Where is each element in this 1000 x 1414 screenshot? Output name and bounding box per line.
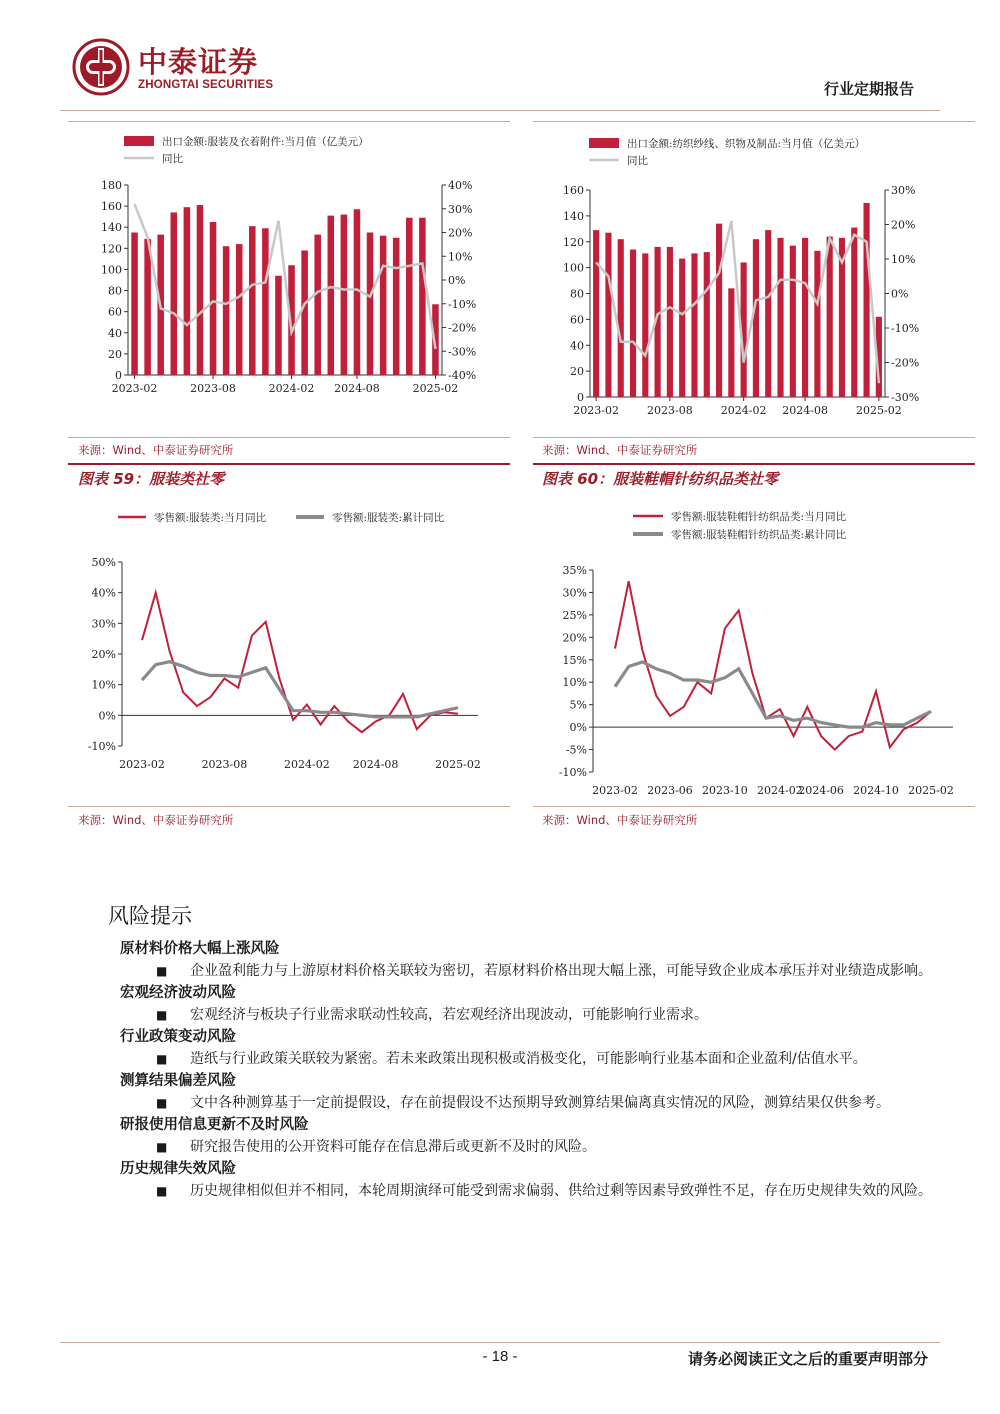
chart-source: 来源：Wind、中泰证券研究所 — [78, 443, 234, 457]
x-tick-label: 2024-02 — [757, 784, 803, 797]
y-tick-label: 160 — [101, 200, 122, 214]
bar — [802, 238, 808, 397]
bar — [262, 228, 269, 375]
y2-tick-label: 0% — [891, 287, 909, 301]
y-tick-label: 0 — [577, 391, 584, 404]
legend-label: 同比 — [162, 153, 183, 165]
bar — [630, 250, 636, 397]
x-tick-label: 2024-02 — [284, 758, 330, 771]
y-tick-label: 0% — [98, 709, 116, 723]
legend-label: 出口金额:服装及衣着附件:当月值（亿美元） — [162, 136, 369, 148]
y-tick-label: 100 — [101, 263, 122, 277]
bar — [171, 212, 178, 375]
risk-item — [120, 1070, 932, 1114]
y-tick-label: -5% — [565, 743, 587, 757]
x-tick-label: 2025-02 — [855, 404, 902, 417]
disclaimer: 请务必阅读正文之后的重要声明部分 — [687, 1350, 928, 1368]
x-tick-label: 2024-02 — [268, 382, 315, 395]
y-tick-label: 50% — [91, 556, 116, 569]
y2-tick-label: 40% — [448, 179, 473, 192]
bar — [367, 233, 374, 376]
footer-divider — [60, 1342, 940, 1343]
risk-title: 宏观经济波动风险 — [120, 985, 236, 1001]
bar — [223, 246, 230, 375]
bar — [667, 247, 673, 397]
bullet-icon: ■ — [156, 1008, 168, 1022]
x-tick-label: 2025-02 — [435, 758, 481, 771]
y-tick-label: 30% — [91, 617, 116, 631]
y-tick-label: 20% — [91, 648, 116, 661]
yoy-line — [596, 221, 879, 383]
export-apparel-chart — [68, 128, 510, 408]
y-tick-label: 180 — [101, 179, 122, 192]
bar — [380, 236, 387, 375]
source-rule — [68, 806, 510, 807]
chart-source: 来源：Wind、中泰证券研究所 — [78, 813, 234, 827]
y-tick-label: 30% — [562, 586, 587, 600]
y2-tick-label: -10% — [448, 297, 477, 311]
bar — [716, 224, 722, 397]
risk-text: 研究报告使用的公开资料可能存在信息滞后或更新不及时的风险。 — [190, 1139, 596, 1155]
legend-label: 零售额:服装鞋帽针纺织品类:累计同比 — [671, 529, 847, 541]
bullet-icon: ■ — [156, 1096, 168, 1110]
y-tick-label: 10% — [91, 678, 116, 692]
x-tick-label: 2023-10 — [702, 784, 748, 797]
y-tick-label: 15% — [562, 653, 587, 667]
x-tick-label: 2024-06 — [798, 784, 844, 797]
y-tick-label: 120 — [101, 242, 122, 256]
bar — [704, 252, 710, 397]
x-tick-label: 2023-06 — [647, 784, 693, 797]
bar — [419, 218, 426, 375]
risk-text: 文中各种测算基于一定前提假设，存在前提假设不达预期导致测算结果偏离真实情况的风险，测算结果仅供参考。 — [190, 1095, 890, 1111]
x-tick-label: 2023-02 — [592, 784, 638, 797]
cumulative-yoy-line — [142, 662, 458, 717]
risk-text: 企业盈利能力与上游原材料价格关联较为密切，若原材料价格出现大幅上涨，可能导致企业成本承压并对业绩造成影响。 — [190, 963, 932, 979]
bar — [642, 253, 648, 397]
zhongtai-logo-icon — [72, 38, 130, 96]
chart-top-rule-left — [68, 121, 510, 122]
y-tick-label: 80 — [108, 284, 122, 298]
y-tick-label: 40 — [108, 326, 122, 340]
y-tick-label: 140 — [563, 209, 584, 223]
bar — [328, 216, 335, 375]
y-tick-label: 60 — [570, 313, 584, 327]
bar — [341, 215, 348, 375]
bar — [814, 251, 820, 397]
risk-item — [120, 1158, 932, 1202]
bar — [301, 250, 308, 375]
bar — [131, 233, 138, 376]
figure-60-title: 图表 60：服装鞋帽针纺织品类社零 — [542, 470, 779, 488]
risk-item — [120, 982, 932, 1026]
bar — [236, 244, 243, 375]
risk-text: 宏观经济与板块子行业需求联动性较高，若宏观经济出现波动，可能影响行业需求。 — [190, 1007, 708, 1023]
x-tick-label: 2024-08 — [782, 404, 828, 417]
chart-top-rule-right — [533, 121, 975, 122]
bar — [863, 203, 869, 397]
y2-tick-label: -40% — [448, 369, 477, 382]
legend-label: 零售额:服装鞋帽针纺织品类:当月同比 — [671, 511, 847, 523]
risk-title: 原材料价格大幅上涨风险 — [120, 941, 280, 957]
risk-list — [120, 938, 932, 1202]
figure-59-title: 图表 59：服装类社零 — [78, 470, 225, 488]
risk-item — [120, 1114, 932, 1158]
report-type: 行业定期报告 — [823, 80, 914, 98]
risk-item — [120, 938, 932, 982]
legend-label: 出口金额:纺织纱线、织物及制品:当月值（亿美元） — [627, 138, 866, 150]
bar — [605, 233, 611, 397]
y-tick-label: 160 — [563, 184, 584, 197]
y-tick-label: 0 — [115, 369, 122, 382]
y-tick-label: 20% — [562, 631, 587, 645]
y2-tick-label: 30% — [448, 202, 473, 216]
bar — [753, 239, 759, 397]
bar — [393, 238, 400, 375]
y2-tick-label: -10% — [891, 322, 920, 335]
bar — [275, 276, 282, 375]
y-tick-label: 0% — [569, 721, 587, 735]
y-tick-label: 5% — [569, 698, 587, 712]
y-tick-label: 60 — [108, 305, 122, 319]
legend-label: 零售额:服装类:当月同比 — [154, 512, 267, 524]
page-number: - 18 - — [482, 1348, 518, 1365]
bar — [210, 222, 217, 375]
source-rule — [533, 806, 975, 807]
bar — [851, 228, 857, 397]
x-tick-label: 2023-08 — [647, 404, 693, 417]
yoy-line — [135, 204, 436, 349]
retail-apparel-chart — [68, 500, 510, 780]
y-tick-label: 140 — [101, 221, 122, 235]
y2-tick-label: 20% — [448, 226, 473, 240]
legend-swatch-bar — [589, 138, 619, 148]
bullet-icon: ■ — [156, 1184, 168, 1198]
bar — [593, 230, 599, 397]
cumulative-yoy-line — [615, 662, 931, 727]
y2-tick-label: 20% — [891, 218, 916, 232]
y-tick-label: 80 — [570, 287, 584, 301]
y2-tick-label: 10% — [891, 253, 916, 266]
bar — [249, 226, 256, 375]
legend-label: 同比 — [627, 155, 648, 167]
risk-title: 研报使用信息更新不及时风险 — [120, 1117, 309, 1133]
y-tick-label: 120 — [563, 235, 584, 249]
logo-cn-text: 中泰证券 — [138, 45, 259, 79]
bar — [765, 230, 771, 397]
x-tick-label: 2023-02 — [119, 758, 165, 771]
y2-tick-label: -20% — [891, 356, 920, 370]
legend-label: 零售额:服装类:累计同比 — [332, 512, 445, 524]
risk-item — [120, 1026, 932, 1070]
export-textiles-chart — [533, 128, 975, 420]
x-tick-label: 2023-08 — [201, 758, 248, 771]
y-tick-label: -10% — [87, 740, 116, 753]
bar — [790, 246, 796, 397]
bar — [144, 239, 151, 375]
bullet-icon: ■ — [156, 1052, 168, 1066]
retail-apparel-shoes-chart — [533, 500, 975, 800]
x-tick-label: 2023-08 — [190, 382, 236, 395]
company-logo — [72, 38, 312, 98]
bar — [618, 239, 624, 397]
bar — [184, 207, 191, 375]
bar — [691, 253, 697, 397]
legend-swatch-bar — [124, 136, 154, 146]
y-tick-label: 20 — [108, 347, 122, 361]
x-tick-label: 2025-02 — [908, 784, 954, 797]
y-tick-label: 40 — [570, 339, 584, 353]
y-tick-label: -10% — [558, 766, 587, 779]
risk-title: 行业政策变动风险 — [120, 1029, 236, 1045]
y-tick-label: 40% — [91, 586, 116, 600]
risk-title: 历史规律失效风险 — [120, 1161, 236, 1177]
x-tick-label: 2023-02 — [111, 382, 158, 395]
x-tick-label: 2024-08 — [352, 758, 399, 771]
y2-tick-label: -20% — [448, 321, 477, 335]
y-tick-label: 100 — [563, 261, 584, 275]
y2-tick-label: 0% — [448, 274, 466, 287]
bullet-icon: ■ — [156, 1140, 168, 1154]
figure-title-bar — [533, 463, 975, 465]
bar — [314, 235, 321, 375]
y-tick-label: 10% — [562, 676, 587, 690]
x-tick-label: 2024-08 — [334, 382, 380, 395]
logo-en-text: ZHONGTAI SECURITIES — [138, 79, 274, 91]
bar — [777, 238, 783, 397]
bar — [728, 288, 734, 397]
x-tick-label: 2025-02 — [412, 382, 459, 395]
risk-text: 历史规律相似但并不相同，本轮周期演绎可能受到需求偏弱、供给过剩等因素导致弹性不足，存在历史规律失效的风险。 — [190, 1183, 932, 1199]
y2-tick-label: -30% — [448, 345, 477, 359]
risk-heading: 风险提示 — [108, 904, 192, 928]
y-tick-label: 35% — [562, 564, 587, 577]
bar — [406, 218, 413, 375]
header-divider — [60, 110, 940, 111]
y-tick-label: 25% — [562, 608, 587, 622]
chart-source: 来源：Wind、中泰证券研究所 — [542, 443, 698, 457]
x-tick-label: 2023-02 — [573, 404, 620, 417]
figure-title-bar — [68, 463, 510, 465]
bar — [827, 237, 833, 397]
y-tick-label: 20 — [570, 365, 584, 379]
y2-tick-label: -30% — [891, 391, 920, 404]
risk-text: 造纸与行业政策关联较为紧密。若未来政策出现积极或消极变化，可能影响行业基本面和企业盈利/估值水平。 — [190, 1051, 867, 1067]
y2-tick-label: 30% — [891, 184, 916, 197]
x-tick-label: 2024-10 — [853, 784, 899, 797]
bar — [679, 259, 685, 397]
source-rule — [68, 437, 510, 438]
y2-tick-label: 10% — [448, 250, 473, 264]
chart-source: 来源：Wind、中泰证券研究所 — [542, 813, 698, 827]
bullet-icon: ■ — [156, 964, 168, 978]
source-rule — [533, 437, 975, 438]
risk-title: 测算结果偏差风险 — [120, 1073, 236, 1089]
x-tick-label: 2024-02 — [720, 404, 767, 417]
bar — [197, 205, 204, 375]
